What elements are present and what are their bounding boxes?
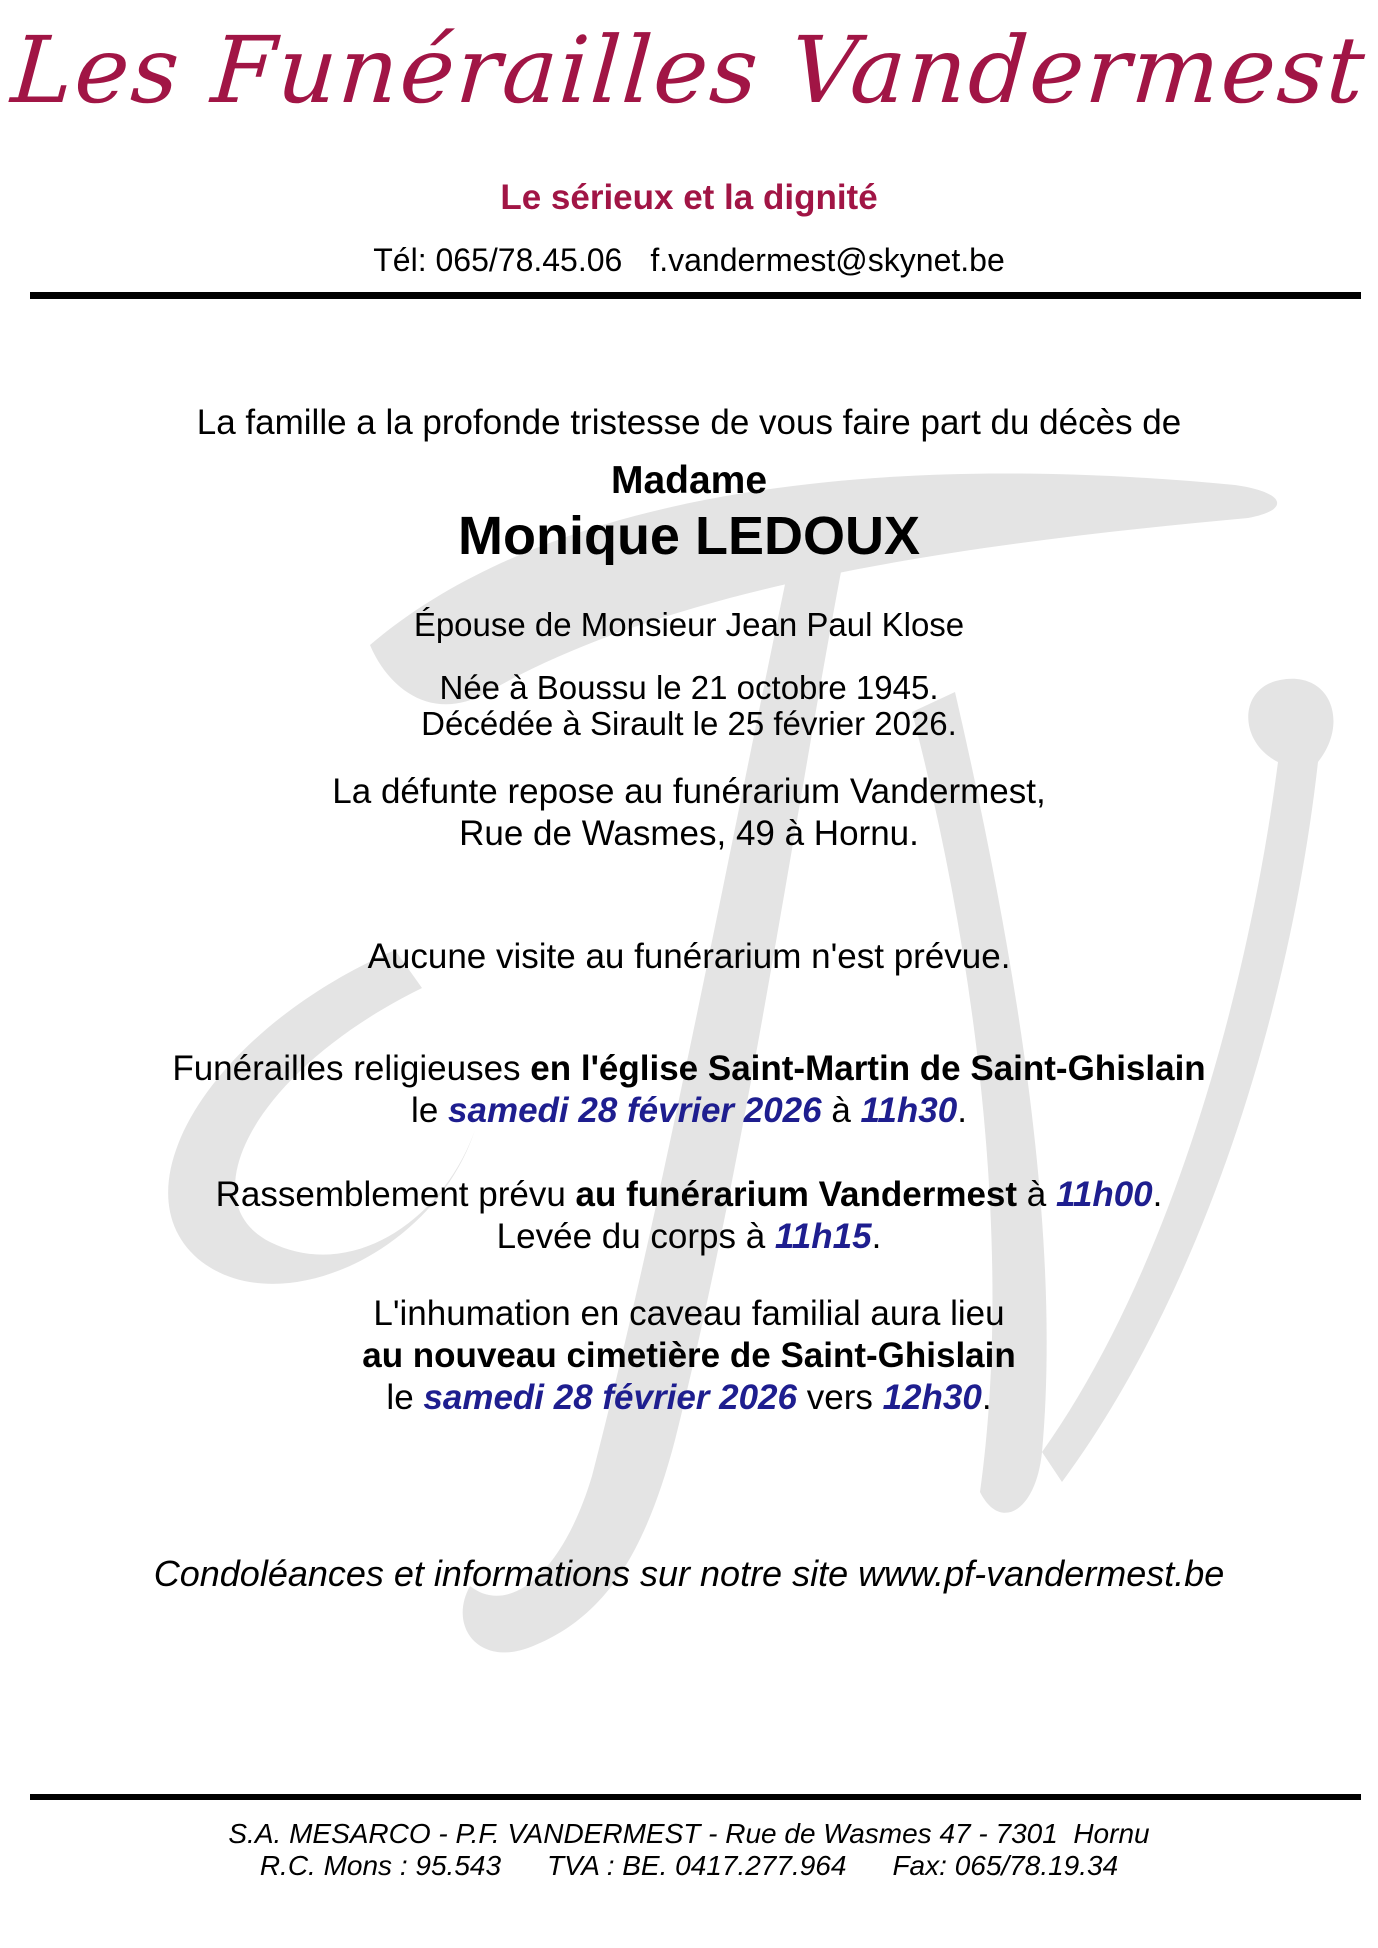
header-divider	[30, 292, 1361, 299]
gathering-line	[0, 1174, 1378, 1216]
funeral-date: samedi 28 février 2026	[448, 1091, 822, 1130]
funeral-time: 11h30	[860, 1091, 958, 1130]
announcement-intro: La famille a la profonde tristesse de vous faire part du décès de	[196, 403, 1182, 442]
gathering-period: .	[1152, 1175, 1163, 1214]
funeral-regular-text: Funérailles religieuses	[172, 1049, 531, 1088]
email-address: f.vandermest@skynet.be	[650, 242, 1005, 278]
burial-vers: vers	[797, 1378, 883, 1417]
footer-registration-line	[0, 1849, 1378, 1882]
burial-cemetery: au nouveau cimetière de Saint-Ghislain	[362, 1336, 1016, 1375]
footer-tva: TVA : BE. 0417.277.964	[547, 1850, 847, 1881]
burial-date: samedi 28 février 2026	[423, 1378, 797, 1417]
funeral-service-line	[0, 1048, 1378, 1090]
gathering-at: à	[1017, 1175, 1056, 1214]
footer-fax: Fax: 065/78.19.34	[892, 1850, 1119, 1881]
footer-rc: R.C. Mons : 95.543	[259, 1850, 502, 1881]
brand-tagline: Le sérieux et la dignité	[500, 178, 878, 217]
burial-period: .	[981, 1378, 992, 1417]
funeral-le: le	[411, 1091, 449, 1130]
footer-company-line: S.A. MESARCO - P.F. VANDERMEST - Rue de Wasmes 47 - 7301 Hornu	[228, 1818, 1150, 1849]
phone-number: Tél: 065/78.45.06	[373, 242, 623, 278]
burial-time: 12h30	[882, 1378, 982, 1417]
funeral-at: à	[821, 1091, 861, 1130]
burial-datetime-line	[0, 1377, 1378, 1419]
contact-line	[0, 240, 1378, 280]
burial-line-1: L'inhumation en caveau familial aura lieu	[373, 1294, 1005, 1333]
spouse-line: Épouse de Monsieur Jean Paul Klose	[413, 606, 965, 643]
death-line: Décédée à Sirault le 25 février 2026.	[421, 705, 957, 742]
gathering-regular-text: Rassemblement prévu	[215, 1175, 576, 1214]
gathering-time: 11h00	[1055, 1175, 1153, 1214]
honorific: Madame	[610, 459, 768, 502]
funeral-church: en l'église Saint-Martin de Saint-Ghislain	[530, 1049, 1206, 1088]
repose-line-2: Rue de Wasmes, 49 à Hornu.	[459, 814, 919, 853]
funeral-datetime-line	[0, 1090, 1378, 1132]
burial-le: le	[386, 1378, 424, 1417]
levee-line	[0, 1216, 1378, 1258]
levee-period: .	[871, 1217, 882, 1256]
levee-regular-text: Levée du corps à	[496, 1217, 775, 1256]
birth-line: Née à Boussu le 21 octobre 1945.	[439, 669, 939, 706]
funeral-period: .	[957, 1091, 967, 1130]
deceased-name: Monique LEDOUX	[458, 506, 920, 566]
brand-title: Les Funérailles Vandermest	[8, 17, 1370, 124]
gathering-location: au funérarium Vandermest	[575, 1175, 1018, 1214]
visit-line: Aucune visite au funérarium n'est prévue.	[367, 937, 1011, 976]
levee-time: 11h15	[774, 1217, 872, 1256]
footer-divider	[30, 1794, 1361, 1800]
condolences-line: Condoléances et informations sur notre site www.pf-vandermest.be	[153, 1553, 1225, 1594]
repose-line-1: La défunte repose au funérarium Vandermest,	[332, 772, 1046, 811]
